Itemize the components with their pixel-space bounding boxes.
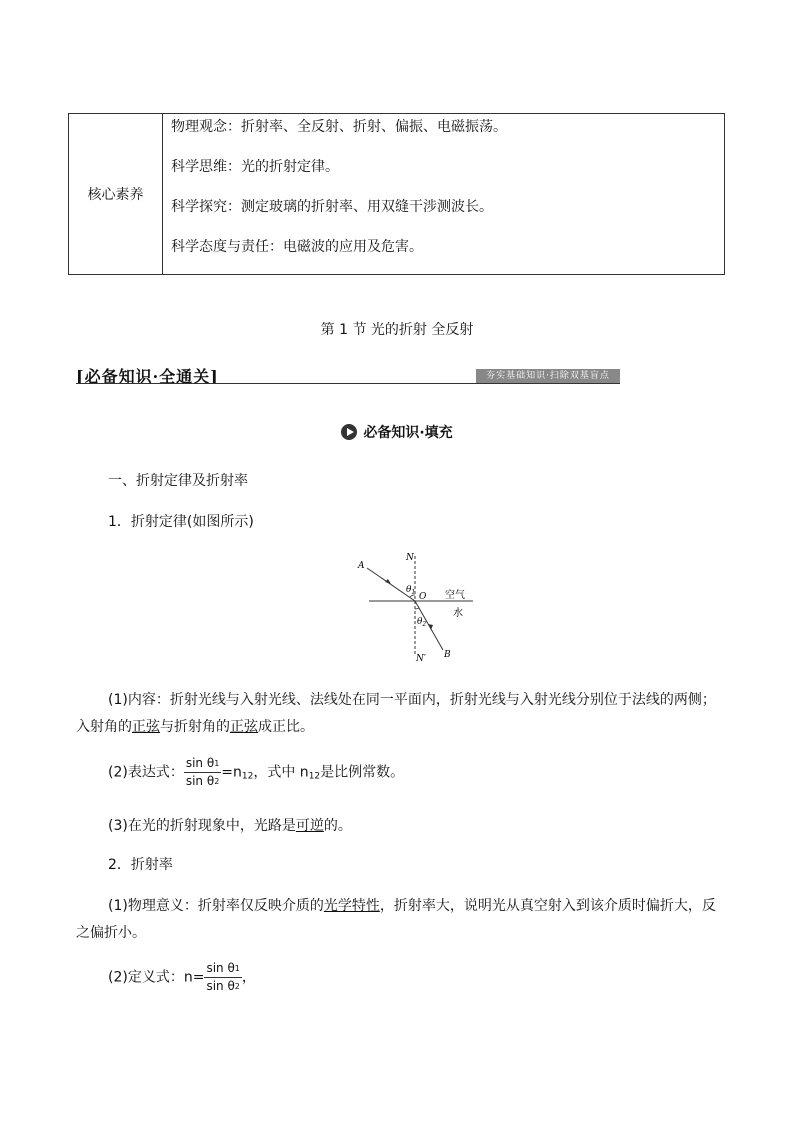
label-a: A [358, 561, 365, 571]
subsection-heading [0, 422, 794, 442]
content-line-1: (1)内容：折射光线与入射光线、法线处在同一平面内，折射光线与入射光线分别位于法线的两侧； [108, 692, 716, 708]
snell-fraction: $\frac{\sin \theta^1}{\sin \theta^2}$ [185, 756, 220, 788]
expression-line: (2)表达式： $\frac{\sin \theta^1}{\sin \theta^2}$ $=n_{12}$，式中 $n_{12}$是比例常数。 [108, 756, 405, 788]
banner-rule [76, 383, 620, 384]
table-row: 科学思维：光的折射定律。 [171, 159, 339, 175]
banner-title: [必备知识·全通关] [76, 367, 219, 386]
refraction-diagram [355, 548, 475, 663]
label-theta2: $\theta_2$ [417, 617, 427, 628]
content-line-2: 入射角的正弦与折射角的正弦成正比。 [76, 719, 314, 735]
section-title: 第 1 节 光的折射 全反射 [320, 322, 474, 338]
label-air: 空气 [445, 590, 465, 601]
core-literacy-table [68, 113, 725, 275]
label-theta1: $\theta_1$ [406, 585, 416, 596]
table-label: 核心素养 [87, 187, 144, 203]
table-label-cell [69, 114, 163, 274]
table-row: 科学态度与责任：电磁波的应用及危害。 [171, 239, 423, 255]
item-refractive-index: 2．折射率 [108, 857, 173, 873]
label-o: O [419, 592, 427, 602]
angle2-arc [415, 608, 419, 609]
heading-refraction-law: 一、折射定律及折射率 [108, 473, 248, 489]
label-water: 水 [453, 608, 463, 619]
play-icon [341, 424, 357, 440]
label-b: B [444, 650, 451, 660]
table-row: 物理观念：折射率、全反射、折射、偏振、电磁振荡。 [171, 119, 507, 135]
label-n-prime: N′ [416, 654, 426, 663]
reversible-line: (3)在光的折射现象中，光路是可逆的。 [108, 818, 352, 834]
item-refraction-law: 1．折射定律(如图所示) [108, 514, 254, 530]
definition-line: (2)定义式：n= $\frac{\sin \theta^1}{\sin \theta^2}$ ， [108, 961, 256, 993]
meaning-line-1: (1)物理意义：折射率仅反映介质的光学特性，折射率大，说明光从真空射入到该介质时偏折大，反 [108, 898, 716, 914]
label-n: N [406, 553, 414, 563]
subsection-title: 必备知识·填充 [363, 425, 453, 441]
banner-tag: 夯实基础知识·扫除双基盲点 [476, 369, 620, 383]
meaning-line-2: 之偏折小。 [76, 925, 146, 941]
table-row: 科学探究：测定玻璃的折射率、用双缝干涉测波长。 [171, 199, 493, 215]
definition-fraction: $\frac{\sin \theta^1}{\sin \theta^2}$ [206, 961, 240, 993]
incident-arrow-icon [385, 579, 391, 584]
